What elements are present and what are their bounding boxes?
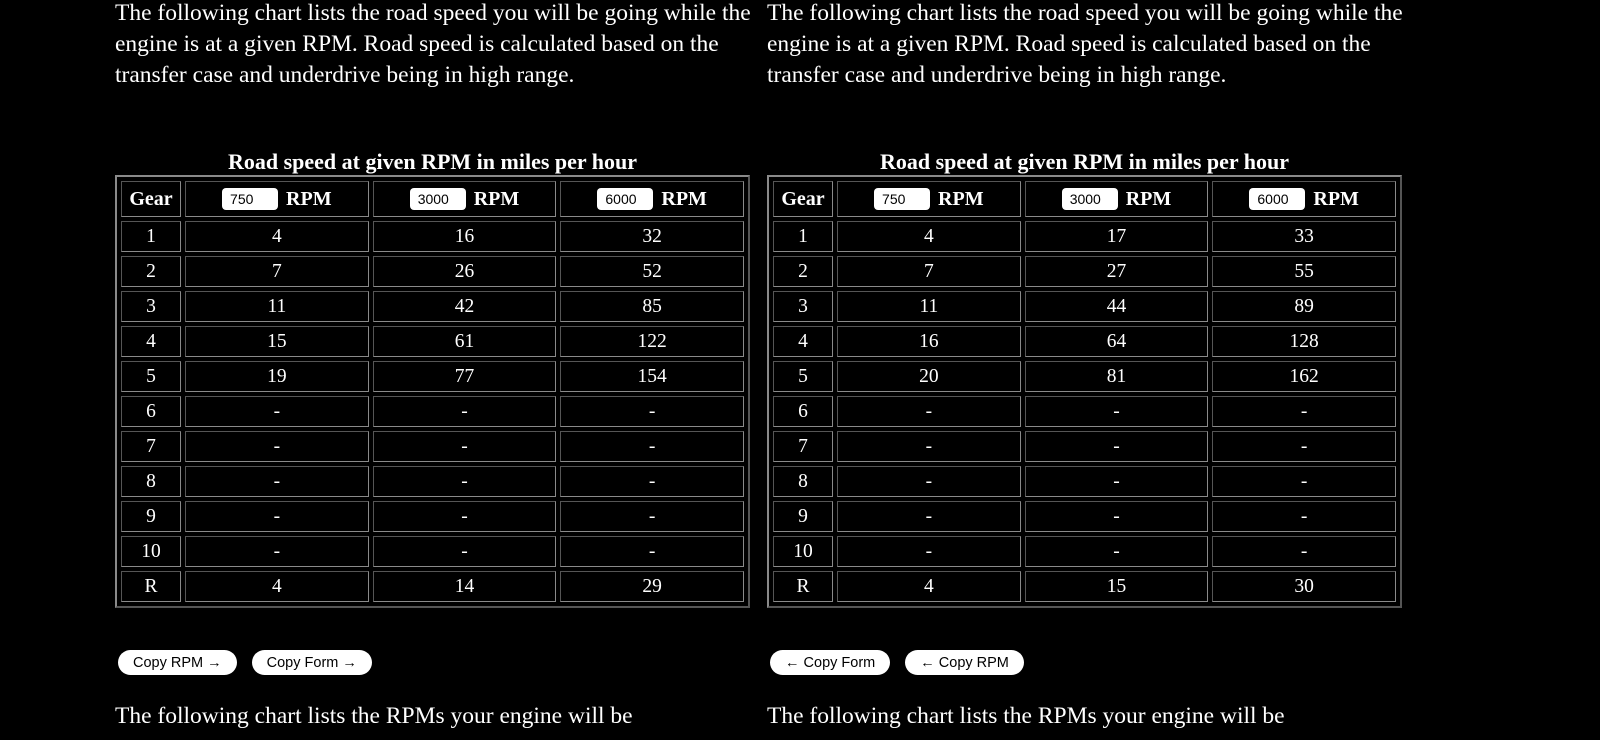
table-row xyxy=(121,571,744,602)
speed-cell: - xyxy=(560,501,744,532)
speed-cell: - xyxy=(185,536,369,567)
table-caption: Road speed at given RPM in miles per hour xyxy=(879,149,1290,174)
speed-cell: 11 xyxy=(837,291,1021,322)
speed-cell: 4 xyxy=(837,571,1021,602)
table-row xyxy=(773,326,1396,357)
intro-paragraph: The following chart lists the road speed you will be going while the engine is at a given RPM. Road speed is calculated based on the transfer case and underdrive being in high range. xyxy=(767,0,1403,88)
table-row xyxy=(121,536,744,567)
rpm-input-2[interactable] xyxy=(1062,188,1118,210)
gear-cell: 5 xyxy=(121,361,181,392)
rpm-header-3 xyxy=(1212,181,1396,217)
speed-cell: - xyxy=(837,501,1021,532)
rpm-label: RPM xyxy=(938,187,984,210)
gear-cell: 1 xyxy=(773,221,833,252)
speed-cell: 85 xyxy=(560,291,744,322)
speed-cell: - xyxy=(1212,501,1396,532)
speed-cell: 15 xyxy=(185,326,369,357)
speed-cell: 154 xyxy=(560,361,744,392)
gear-cell: 3 xyxy=(121,291,181,322)
speed-cell: 89 xyxy=(1212,291,1396,322)
gear-cell: 4 xyxy=(773,326,833,357)
speed-cell: 17 xyxy=(1025,221,1209,252)
speed-cell: - xyxy=(1025,466,1209,497)
gear-header: Gear xyxy=(773,181,833,217)
rpm-header-2 xyxy=(373,181,557,217)
table-row xyxy=(121,431,744,462)
gear-cell: 9 xyxy=(121,501,181,532)
gear-cell: 6 xyxy=(773,396,833,427)
table-row xyxy=(773,291,1396,322)
rpm-label: RPM xyxy=(661,187,707,210)
speed-cell: - xyxy=(1025,431,1209,462)
speed-cell: - xyxy=(1212,536,1396,567)
button-row xyxy=(118,650,383,675)
speed-cell: 32 xyxy=(560,221,744,252)
table-row xyxy=(121,501,744,532)
table-body xyxy=(773,221,1396,602)
speed-cell: 16 xyxy=(837,326,1021,357)
rpm-header-1 xyxy=(185,181,369,217)
gear-cell: 2 xyxy=(773,256,833,287)
copy-form-right-button[interactable]: Copy Form → xyxy=(252,650,372,675)
speed-cell: - xyxy=(373,466,557,497)
speed-cell: - xyxy=(560,466,744,497)
gear-cell: 3 xyxy=(773,291,833,322)
speed-cell: 4 xyxy=(185,571,369,602)
table-row xyxy=(121,256,744,287)
speed-cell: 77 xyxy=(373,361,557,392)
speed-cell: 29 xyxy=(560,571,744,602)
rpm-label: RPM xyxy=(1125,187,1172,210)
table-caption: Road speed at given RPM in miles per hour xyxy=(227,149,638,174)
speed-cell: 55 xyxy=(1212,256,1396,287)
speed-cell: - xyxy=(1025,396,1209,427)
road-speed-table-right xyxy=(767,145,1402,608)
rpm-header-1 xyxy=(837,181,1021,217)
table-row xyxy=(773,571,1396,602)
gear-cell: 5 xyxy=(773,361,833,392)
road-speed-table-left xyxy=(115,145,750,608)
gear-cell: R xyxy=(121,571,181,602)
speed-cell: - xyxy=(1212,431,1396,462)
outro-paragraph: The following chart lists the RPMs your engine will be xyxy=(767,703,1285,729)
speed-cell: 128 xyxy=(1212,326,1396,357)
table-row xyxy=(121,466,744,497)
speed-cell: - xyxy=(185,501,369,532)
speed-cell: - xyxy=(1025,536,1209,567)
copy-form-left-button[interactable]: ← Copy Form xyxy=(770,650,890,675)
rpm-label: RPM xyxy=(286,187,332,210)
speed-cell: 11 xyxy=(185,291,369,322)
gear-header: Gear xyxy=(121,181,181,217)
speed-cell: 19 xyxy=(185,361,369,392)
table-row xyxy=(773,466,1396,497)
speed-cell: 42 xyxy=(373,291,557,322)
speed-cell: 4 xyxy=(185,221,369,252)
rpm-label: RPM xyxy=(1313,187,1359,210)
speed-cell: 15 xyxy=(1025,571,1209,602)
rpm-header-3 xyxy=(560,181,744,217)
table-row xyxy=(773,221,1396,252)
gear-cell: 4 xyxy=(121,326,181,357)
button-row xyxy=(770,650,1035,675)
speed-cell: 27 xyxy=(1025,256,1209,287)
table-body xyxy=(121,221,744,602)
speed-cell: - xyxy=(837,431,1021,462)
rpm-label: RPM xyxy=(473,187,520,210)
speed-cell: 44 xyxy=(1025,291,1209,322)
table-row xyxy=(773,361,1396,392)
table-row xyxy=(121,396,744,427)
speed-cell: - xyxy=(560,536,744,567)
gear-cell: 6 xyxy=(121,396,181,427)
speed-cell: - xyxy=(1212,396,1396,427)
speed-cell: 81 xyxy=(1025,361,1209,392)
speed-cell: - xyxy=(837,396,1021,427)
speed-cell: - xyxy=(560,396,744,427)
gear-cell: 1 xyxy=(121,221,181,252)
gear-cell: R xyxy=(773,571,833,602)
speed-cell: - xyxy=(837,466,1021,497)
gear-cell: 10 xyxy=(121,536,181,567)
gear-cell: 8 xyxy=(773,466,833,497)
speed-cell: 14 xyxy=(373,571,557,602)
speed-cell: 26 xyxy=(373,256,557,287)
gear-cell: 7 xyxy=(121,431,181,462)
rpm-input-3[interactable] xyxy=(597,188,653,210)
table-row xyxy=(121,291,744,322)
table-row xyxy=(121,221,744,252)
rpm-header-2 xyxy=(1025,181,1209,217)
speed-cell: - xyxy=(1025,501,1209,532)
gear-cell: 10 xyxy=(773,536,833,567)
speed-cell: - xyxy=(373,431,557,462)
speed-cell: - xyxy=(560,431,744,462)
gear-cell: 2 xyxy=(121,256,181,287)
speed-cell: 7 xyxy=(185,256,369,287)
speed-cell: - xyxy=(837,536,1021,567)
outro-paragraph: The following chart lists the RPMs your engine will be xyxy=(115,703,633,729)
table-row xyxy=(773,536,1396,567)
rpm-input-1[interactable] xyxy=(222,188,278,210)
rpm-input-1[interactable] xyxy=(874,188,930,210)
speed-cell: - xyxy=(1212,466,1396,497)
rpm-input-3[interactable] xyxy=(1249,188,1305,210)
gear-cell: 9 xyxy=(773,501,833,532)
table-header-row xyxy=(773,181,1396,217)
speed-cell: 122 xyxy=(560,326,744,357)
speed-cell: 16 xyxy=(373,221,557,252)
table-row xyxy=(773,501,1396,532)
speed-cell: 7 xyxy=(837,256,1021,287)
speed-cell: - xyxy=(185,466,369,497)
copy-rpm-right-button[interactable]: Copy RPM → xyxy=(118,650,237,675)
gear-cell: 8 xyxy=(121,466,181,497)
speed-cell: - xyxy=(373,501,557,532)
speed-cell: 30 xyxy=(1212,571,1396,602)
speed-cell: 52 xyxy=(560,256,744,287)
rpm-input-2[interactable] xyxy=(410,188,466,210)
copy-rpm-left-button[interactable]: ← Copy RPM xyxy=(905,650,1024,675)
speed-cell: - xyxy=(373,396,557,427)
speed-cell: 4 xyxy=(837,221,1021,252)
speed-cell: 61 xyxy=(373,326,557,357)
intro-paragraph: The following chart lists the road speed you will be going while the engine is at a given RPM. Road speed is calculated based on the transfer case and underdrive being in high range. xyxy=(115,0,751,88)
table-header-row xyxy=(121,181,744,217)
speed-cell: 64 xyxy=(1025,326,1209,357)
table-row xyxy=(121,326,744,357)
table-row xyxy=(773,396,1396,427)
speed-cell: - xyxy=(373,536,557,567)
table-row xyxy=(121,361,744,392)
table-row xyxy=(773,431,1396,462)
table-row xyxy=(773,256,1396,287)
speed-cell: 162 xyxy=(1212,361,1396,392)
gear-cell: 7 xyxy=(773,431,833,462)
speed-cell: - xyxy=(185,431,369,462)
speed-cell: - xyxy=(185,396,369,427)
speed-cell: 20 xyxy=(837,361,1021,392)
speed-cell: 33 xyxy=(1212,221,1396,252)
